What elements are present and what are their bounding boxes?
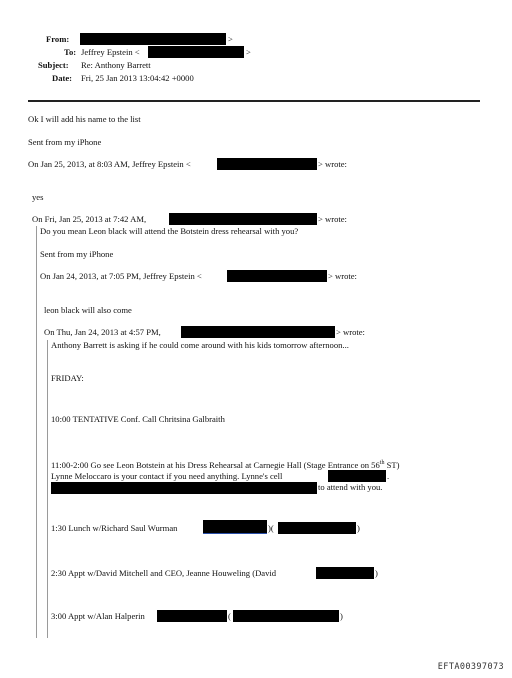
schedule-item-3: 1:30 Lunch w/Richard Saul Wurman [51,523,178,533]
from-label: From: [46,34,70,44]
schedule-item-1: 10:00 TENTATIVE Conf. Call Chritsina Galbraith [51,414,225,424]
signature-1: Sent from my iPhone [28,137,102,147]
redaction-to [148,46,244,58]
to-label: To: [64,47,77,57]
redaction-quote4 [181,326,335,338]
subject-label: Subject: [38,60,69,70]
redaction-attendee [51,482,317,494]
quote-header-2: On Fri, Jan 25, 2013 at 7:42 AM, [32,214,147,224]
schedule-item-2-line2: Lynne Meloccaro is your contact if you need anything. Lynne's cell [51,471,283,481]
quote-header-4: On Thu, Jan 24, 2013 at 4:57 PM, [44,327,161,337]
schedule-item-5-end: ) [340,611,343,621]
quote-header-2-end: > wrote: [318,214,347,224]
reply-line: Ok I will add his name to the list [28,114,141,124]
schedule-item-4-end: ) [375,568,378,578]
redaction-quote1 [217,158,317,170]
date-label: Date: [52,73,73,83]
quote-header-3: On Jan 24, 2013, at 7:05 PM, Jeffrey Epstein < [40,271,202,281]
quote-bar-2 [47,340,48,638]
subject-value: Re: Anthony Barrett [81,60,151,70]
redaction-wurman-email [203,520,267,533]
question-line: Do you mean Leon black will attend the Botstein dress rehearsal with you? [40,226,299,236]
leon-line: leon black will also come [44,305,132,315]
redaction-wurman-phone [278,522,356,534]
schedule-item-4: 2:30 Appt w/David Mitchell and CEO, Jeanne Houweling (David [51,568,277,578]
quote-header-1-end: > wrote: [318,159,347,169]
schedule-item-2: 11:00-2:00 Go see Leon Botstein at his Dress Rehearsal at Carnegie Hall (Stage Entrance on 56th ST) [51,459,400,470]
schedule-item-5: 3:00 Appt w/Alan Halperin [51,611,145,621]
schedule-item-2-line2-end: . [387,471,390,481]
quote-header-3-end: > wrote: [328,271,357,281]
schedule-item-3-end: ) [357,523,360,533]
header-divider [28,100,480,102]
document-id: EFTA00397073 [437,662,504,672]
redaction-from [80,33,226,45]
redaction-quote3 [227,270,327,282]
quote-header-4-end: > wrote: [336,327,365,337]
redaction-cell [328,470,386,482]
signature-2: Sent from my iPhone [40,249,114,259]
to-close: > [246,47,251,57]
link-underline [203,533,267,534]
yes-line: yes [32,192,44,202]
schedule-item-2-line3: to attend with you. [318,482,383,492]
schedule-item-5-mid: ( [228,611,231,621]
friday-heading: FRIDAY: [51,373,84,383]
schedule-item-3-mid: )( [268,523,274,533]
to-value: Jeffrey Epstein < [81,47,140,57]
quote-bar-1 [36,226,37,638]
redaction-david [316,567,374,579]
redaction-halperin-email [157,610,227,622]
redaction-quote2 [169,213,317,225]
quote-header-1: On Jan 25, 2013, at 8:03 AM, Jeffrey Epstein < [28,159,191,169]
anthony-line: Anthony Barrett is asking if he could come around with his kids tomorrow afternoon... [51,340,349,350]
from-close: > [228,34,233,44]
redaction-halperin-phone [233,610,339,622]
date-value: Fri, 25 Jan 2013 13:04:42 +0000 [81,73,194,83]
